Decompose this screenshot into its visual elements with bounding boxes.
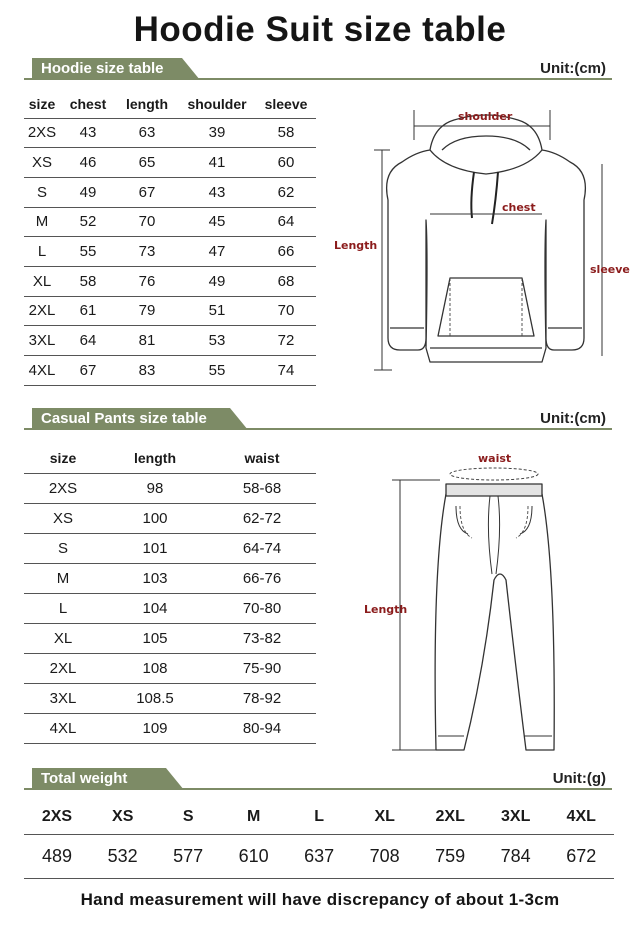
hoodie-header-cell: size bbox=[28, 95, 56, 112]
table-row bbox=[24, 533, 316, 563]
weight-value: 489 bbox=[24, 834, 90, 878]
pants-cell: 108 bbox=[102, 653, 208, 683]
hoodie-cell: 53 bbox=[178, 326, 256, 356]
hoodie-cell: 43 bbox=[60, 118, 116, 148]
hoodie-section-label: Hoodie size table bbox=[32, 58, 182, 80]
weight-value: 610 bbox=[221, 834, 287, 878]
weight-value: 637 bbox=[286, 834, 352, 878]
pants-outline bbox=[435, 494, 554, 750]
pants-header-cell: size bbox=[49, 449, 77, 466]
pants-size-table bbox=[24, 443, 316, 744]
hoodie-header-cell: sleeve bbox=[264, 95, 308, 112]
weight-value: 759 bbox=[417, 834, 483, 878]
weight-table bbox=[24, 800, 614, 879]
hoodie-cell: 55 bbox=[60, 237, 116, 267]
pants-cell: L bbox=[24, 593, 102, 623]
weight-size-header: 4XL bbox=[548, 800, 614, 834]
pants-cell: XL bbox=[24, 623, 102, 653]
hoodie-cell: 60 bbox=[256, 148, 316, 178]
pants-cell: 4XL bbox=[24, 713, 102, 743]
hoodie-cell: 49 bbox=[178, 266, 256, 296]
hoodie-cell: 79 bbox=[116, 296, 178, 326]
hoodie-cell: 67 bbox=[116, 177, 178, 207]
pants-unit: Unit:(cm) bbox=[540, 410, 606, 427]
pants-cell: 2XL bbox=[24, 653, 102, 683]
pants-cell: 73-82 bbox=[208, 623, 316, 653]
hoodie-header-cell: shoulder bbox=[187, 95, 247, 112]
hoodie-cell: 74 bbox=[256, 356, 316, 386]
table-row bbox=[24, 713, 316, 743]
table-row bbox=[24, 326, 316, 356]
pants-cell: 58-68 bbox=[208, 473, 316, 503]
hoodie-unit: Unit:(cm) bbox=[540, 60, 606, 77]
pants-cell: 109 bbox=[102, 713, 208, 743]
hoodie-cell: 73 bbox=[116, 237, 178, 267]
length-label: Length bbox=[334, 239, 378, 252]
hoodie-cell: 58 bbox=[256, 118, 316, 148]
pants-cell: 108.5 bbox=[102, 683, 208, 713]
table-row bbox=[24, 207, 316, 237]
hoodie-cell: 76 bbox=[116, 266, 178, 296]
pants-cell: 98 bbox=[102, 473, 208, 503]
hoodie-cell: 64 bbox=[60, 326, 116, 356]
hoodie-cell: 66 bbox=[256, 237, 316, 267]
hoodie-cell: 72 bbox=[256, 326, 316, 356]
hoodie-cell: 68 bbox=[256, 266, 316, 296]
table-row bbox=[24, 148, 316, 178]
hoodie-cell: 51 bbox=[178, 296, 256, 326]
weight-size-header: 2XS bbox=[24, 800, 90, 834]
hoodie-cell: 81 bbox=[116, 326, 178, 356]
pants-cell: S bbox=[24, 533, 102, 563]
table-row bbox=[24, 503, 316, 533]
hoodie-cell: XS bbox=[24, 148, 60, 178]
pants-cell: XS bbox=[24, 503, 102, 533]
table-row bbox=[24, 296, 316, 326]
weight-unit: Unit:(g) bbox=[552, 770, 606, 787]
pants-header-cell: waist bbox=[244, 449, 280, 466]
hoodie-header-cell: length bbox=[126, 95, 168, 112]
hoodie-cell: 3XL bbox=[24, 326, 60, 356]
pants-cell: 104 bbox=[102, 593, 208, 623]
weight-size-header: XS bbox=[90, 800, 156, 834]
table-row bbox=[24, 237, 316, 267]
hoodie-cell: 58 bbox=[60, 266, 116, 296]
weight-size-header: L bbox=[286, 800, 352, 834]
table-row bbox=[24, 177, 316, 207]
hoodie-cell: 41 bbox=[178, 148, 256, 178]
table-row bbox=[24, 683, 316, 713]
hoodie-cell: 65 bbox=[116, 148, 178, 178]
hoodie-cell: 4XL bbox=[24, 356, 60, 386]
hoodie-cell: 83 bbox=[116, 356, 178, 386]
hoodie-diagram bbox=[330, 100, 630, 380]
measurement-disclaimer: Hand measurement will have discrepancy of about 1-3cm bbox=[80, 890, 560, 909]
weight-size-header: M bbox=[221, 800, 287, 834]
pants-section-label: Casual Pants size table bbox=[32, 408, 230, 430]
hoodie-cell: 2XS bbox=[24, 118, 60, 148]
pants-cell: 75-90 bbox=[208, 653, 316, 683]
hoodie-cell: 52 bbox=[60, 207, 116, 237]
pants-cell: 78-92 bbox=[208, 683, 316, 713]
waist-arrow bbox=[450, 468, 538, 480]
hoodie-cell: L bbox=[24, 237, 60, 267]
table-row bbox=[24, 593, 316, 623]
pants-cell: 3XL bbox=[24, 683, 102, 713]
hoodie-cell: 55 bbox=[178, 356, 256, 386]
hoodie-size-table bbox=[24, 90, 316, 386]
page-title: Hoodie Suit size table bbox=[133, 10, 507, 49]
pants-waistband bbox=[446, 484, 542, 496]
weight-value: 784 bbox=[483, 834, 549, 878]
hoodie-cell: M bbox=[24, 207, 60, 237]
hoodie-header-cell: chest bbox=[69, 95, 107, 112]
sleeve-label: sleeve bbox=[590, 263, 630, 276]
hoodie-cell: 62 bbox=[256, 177, 316, 207]
hoodie-cell: 70 bbox=[116, 207, 178, 237]
pants-cell: 80-94 bbox=[208, 713, 316, 743]
weight-value: 708 bbox=[352, 834, 418, 878]
pants-cell: 100 bbox=[102, 503, 208, 533]
table-row bbox=[24, 266, 316, 296]
hoodie-cell: S bbox=[24, 177, 60, 207]
pants-cell: 66-76 bbox=[208, 563, 316, 593]
shoulder-label: shoulder bbox=[458, 110, 513, 123]
table-row bbox=[24, 118, 316, 148]
pants-cell: 64-74 bbox=[208, 533, 316, 563]
hoodie-cell: 49 bbox=[60, 177, 116, 207]
hoodie-cell: 70 bbox=[256, 296, 316, 326]
weight-value: 532 bbox=[90, 834, 156, 878]
hoodie-cell: XL bbox=[24, 266, 60, 296]
hoodie-pocket-outline bbox=[438, 278, 534, 336]
pants-cell: 103 bbox=[102, 563, 208, 593]
table-row bbox=[24, 653, 316, 683]
pants-diagram bbox=[360, 450, 620, 770]
weight-value: 672 bbox=[548, 834, 614, 878]
hoodie-cell: 39 bbox=[178, 118, 256, 148]
weight-size-header: S bbox=[155, 800, 221, 834]
hoodie-cell: 47 bbox=[178, 237, 256, 267]
pants-cell: 62-72 bbox=[208, 503, 316, 533]
waist-label: waist bbox=[478, 452, 512, 465]
weight-section-label: Total weight bbox=[32, 768, 166, 790]
weight-size-header: 2XL bbox=[417, 800, 483, 834]
weight-value: 577 bbox=[155, 834, 221, 878]
table-row bbox=[24, 473, 316, 503]
hoodie-cell: 67 bbox=[60, 356, 116, 386]
pants-cell: M bbox=[24, 563, 102, 593]
hoodie-cell: 45 bbox=[178, 207, 256, 237]
hoodie-cell: 2XL bbox=[24, 296, 60, 326]
table-row bbox=[24, 623, 316, 653]
table-row bbox=[24, 356, 316, 386]
hoodie-cell: 61 bbox=[60, 296, 116, 326]
pants-length-label: Length bbox=[364, 603, 408, 616]
chest-label: chest bbox=[502, 201, 536, 214]
hoodie-cell: 43 bbox=[178, 177, 256, 207]
weight-size-header: 3XL bbox=[483, 800, 549, 834]
pants-cell: 2XS bbox=[24, 473, 102, 503]
hoodie-cell: 63 bbox=[116, 118, 178, 148]
table-row bbox=[24, 563, 316, 593]
pants-header-cell: length bbox=[134, 449, 176, 466]
pants-cell: 101 bbox=[102, 533, 208, 563]
hoodie-cell: 64 bbox=[256, 207, 316, 237]
weight-size-header: XL bbox=[352, 800, 418, 834]
pants-cell: 105 bbox=[102, 623, 208, 653]
pants-cell: 70-80 bbox=[208, 593, 316, 623]
hoodie-cell: 46 bbox=[60, 148, 116, 178]
